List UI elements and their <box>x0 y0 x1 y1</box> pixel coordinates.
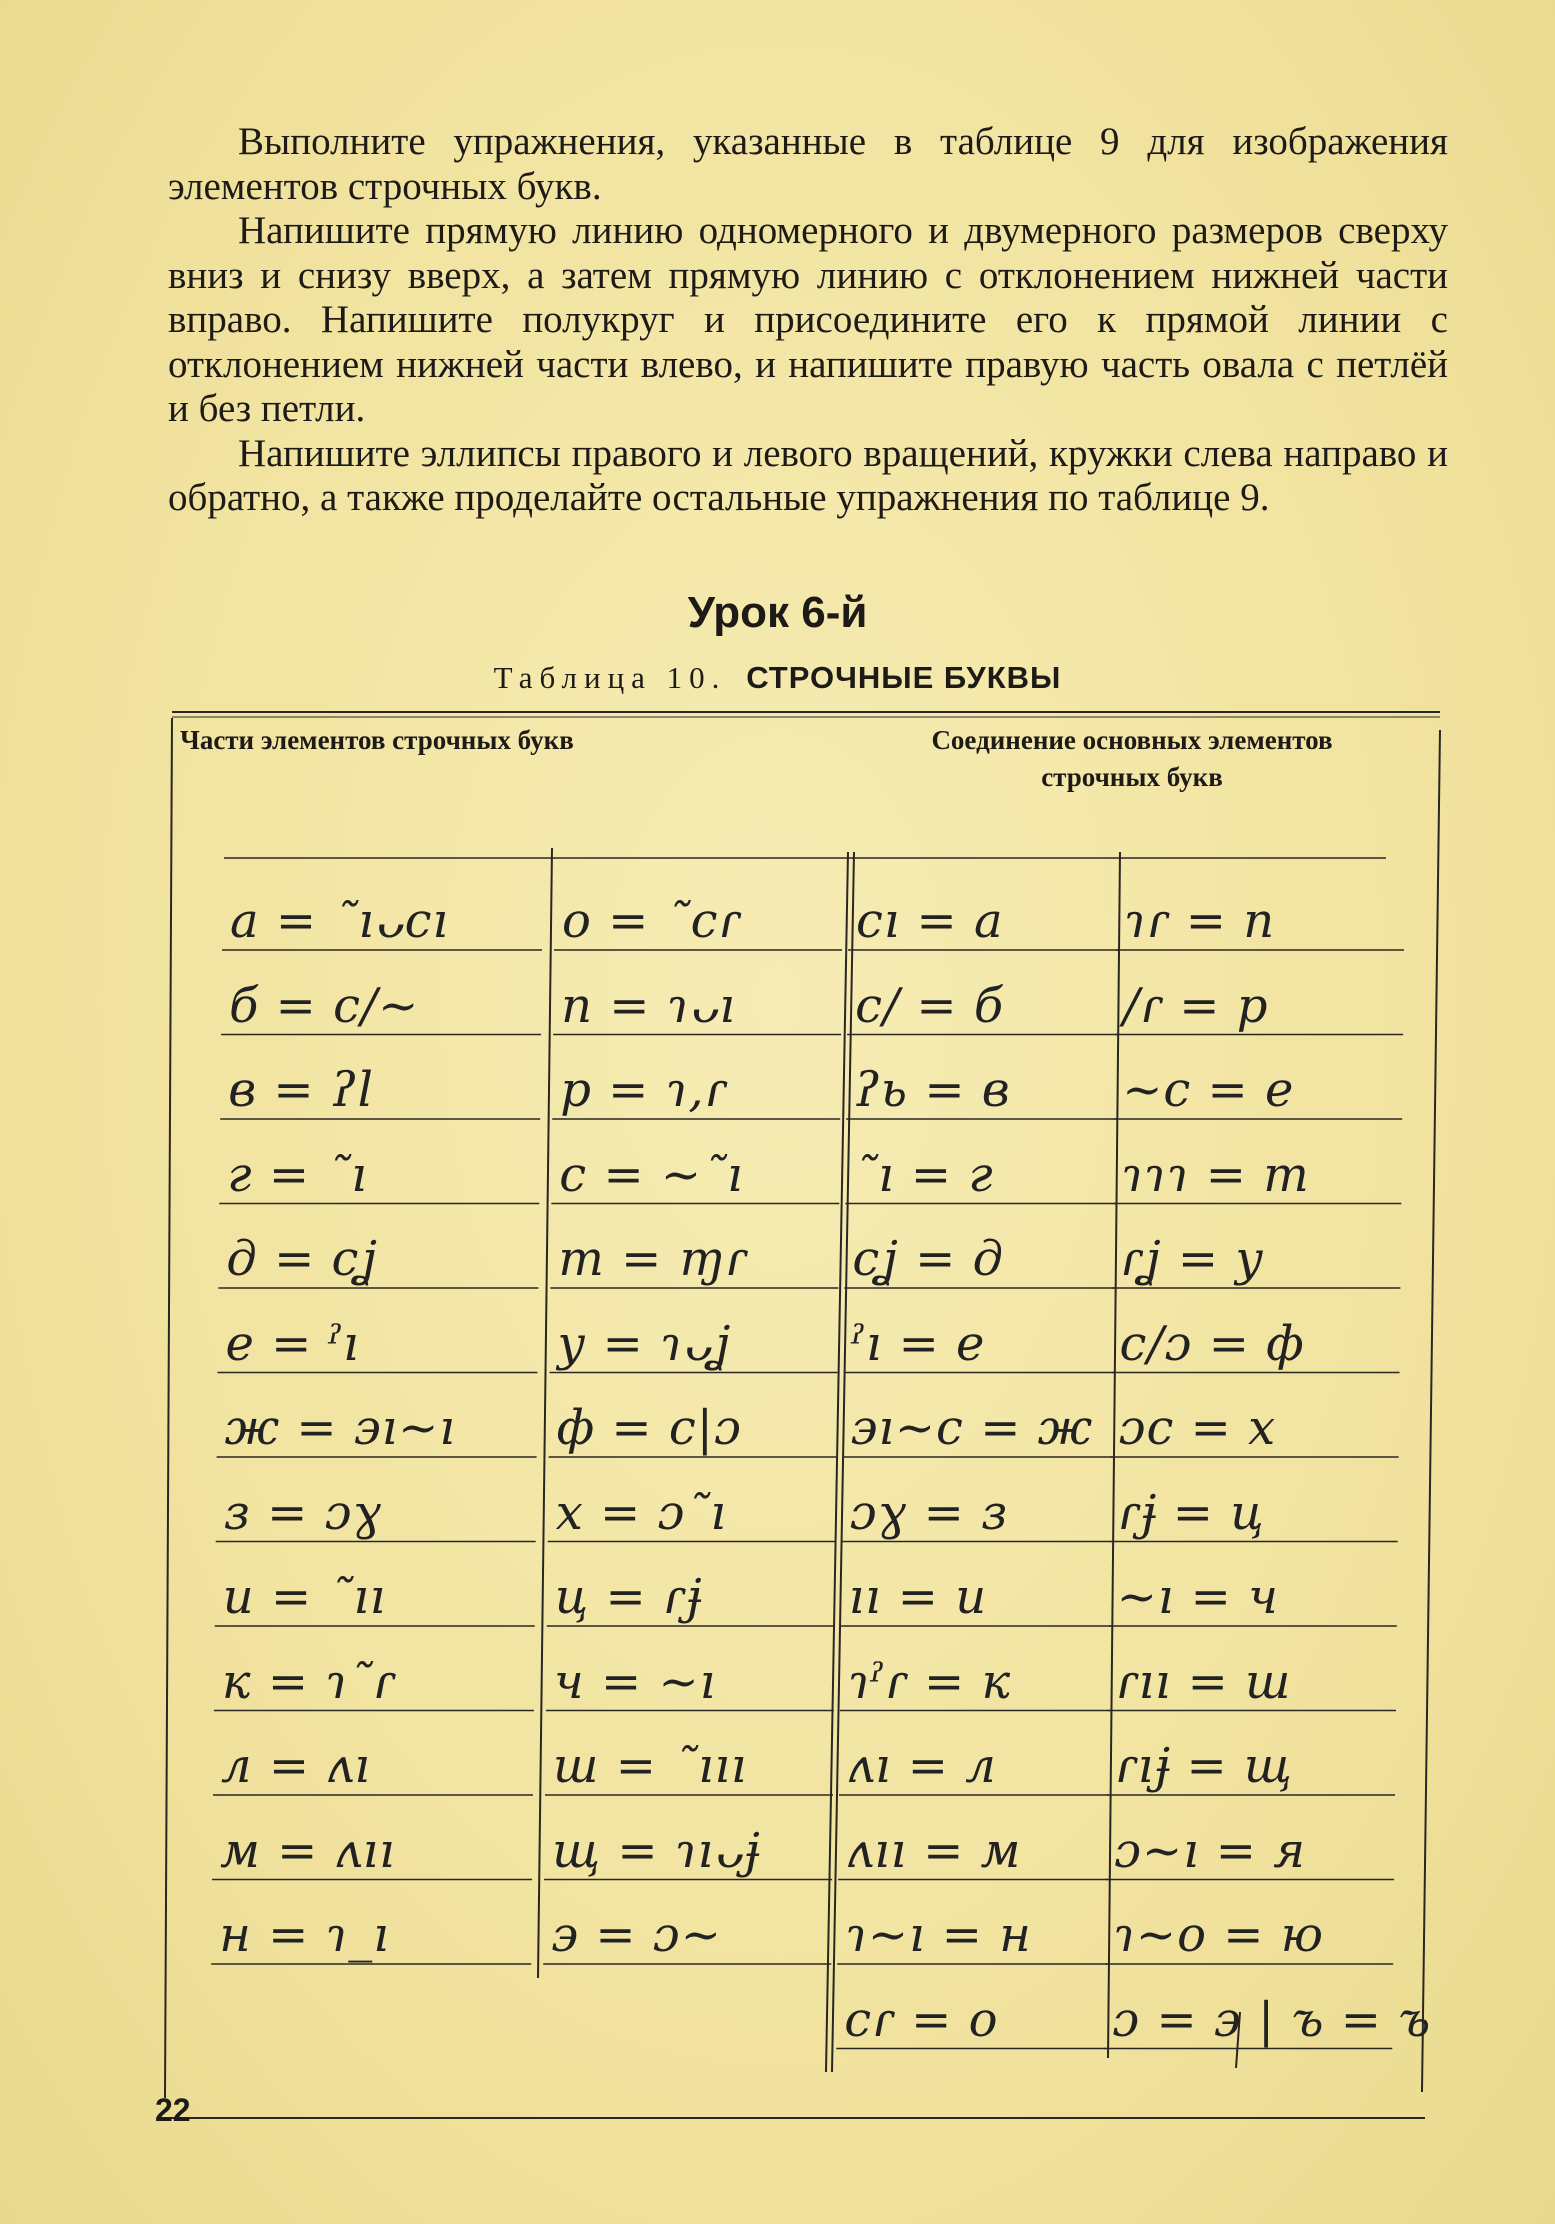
table-cell: т = ɱɾ <box>558 1231 748 1287</box>
table-cell: ɾıɉ = щ <box>1115 1738 1293 1794</box>
header-right <box>832 722 1432 796</box>
table-cell: ʌıı = м <box>846 1822 1022 1879</box>
table-cell: с/ɔ = ф <box>1119 1315 1305 1372</box>
header-right-line-1: Соединение основных элементов <box>931 725 1333 755</box>
table-cell: п = ɿᴗı <box>561 977 736 1034</box>
table-cell: эı~с = ж <box>850 1400 1094 1456</box>
table-cell: н = ɿ_ı <box>219 1907 390 1963</box>
table-cell: с/ = б <box>855 977 1005 1034</box>
table-cell: ɿ~ı = н <box>845 1907 1032 1963</box>
table-cell: ɿ~о = ю <box>1113 1907 1325 1963</box>
table-cell: г = ˜ı <box>227 1146 368 1203</box>
table-cell: ч = ~ı <box>553 1653 717 1710</box>
table-cell: у = ɿᴗʝ <box>557 1315 732 1372</box>
table-cell: а = ˜ıᴗсı <box>230 893 449 949</box>
table-cell: ɔɣ = з <box>849 1484 1009 1541</box>
table-cell: ɔ~ı = я <box>1114 1822 1307 1879</box>
table-caption-label: Таблица 10. <box>493 660 727 695</box>
table-cell: л = ʌı <box>221 1738 371 1794</box>
table-cell: о = ˜сɾ <box>562 893 742 949</box>
intro-paragraph-3: Напишите эллипсы правого и левого вращений, кружки слева направо и обратно, а также проделайте остальные упражнения по таблице 9. <box>168 431 1448 519</box>
table-cell: ˜ı = г <box>853 1146 994 1203</box>
table-cell: к = ɿ˜ɾ <box>221 1653 396 1710</box>
table-right-border <box>1422 730 1440 2092</box>
table-cell: з = ɔɣ <box>223 1484 383 1541</box>
header-right-line-2: строчных букв <box>1041 762 1223 792</box>
table-cell: ɿɾ = п <box>1124 893 1276 949</box>
table-cell: д = сʝ <box>226 1231 378 1287</box>
table-cell: ʔь = в <box>854 1062 1011 1118</box>
table-cell: ш = ˜ııı <box>553 1738 748 1794</box>
table-cell: ıı = и <box>848 1569 988 1625</box>
table-left-border <box>165 718 172 2098</box>
table-cell: ɔ = э | ъ = ъ <box>1112 1991 1432 2048</box>
table-cell: ж = эı~ı <box>224 1400 456 1456</box>
table-cell: э = ɔ~ <box>551 1907 722 1963</box>
table-cell: ˀı = е <box>851 1315 986 1372</box>
table-cell: и = ˜ıı <box>222 1569 387 1625</box>
table-cell: в = ʔl <box>228 1062 374 1118</box>
table-cell: м = ʌıı <box>220 1822 396 1879</box>
table-cell: ɔс = х <box>1118 1400 1277 1456</box>
table-cell: е = ˀı <box>225 1315 360 1372</box>
lesson-title: Урок 6-й <box>687 588 868 637</box>
table-cell: сɾ = о <box>844 1991 999 2048</box>
table-cell: ɾɉ = ц <box>1117 1484 1265 1541</box>
table-cell: ɿˀɾ = к <box>847 1653 1012 1710</box>
header-left: Части элементов строчных букв <box>180 725 574 755</box>
table-cell: ʌı = л <box>847 1738 997 1794</box>
table-cell: ц = ɾɉ <box>554 1569 702 1625</box>
intro-paragraph-2: Напишите прямую линию одномерного и двумерного размеров сверху вниз и снизу вверх, а затем прямую линию с отклонением нижней части вправо. Напишите полукруг и присоедините его к прямой линии с отклонением нижней части влево, и напишите правую часть овала с петлёй и без петли. <box>168 209 1448 430</box>
table-cell: б = с/~ <box>229 977 420 1034</box>
table-cell: ɿɿɿ = т <box>1121 1146 1310 1203</box>
table-cell: щ = ɿıᴗɉ <box>552 1822 760 1879</box>
table-cell: с = ~˜ı <box>559 1146 744 1203</box>
table-cell: ф = с|ɔ <box>556 1400 742 1456</box>
table-cell: ɾʝ = у <box>1120 1231 1265 1287</box>
intro-paragraph-1: Выполните упражнения, указанные в таблице 9 для изображения элементов строчных букв. <box>168 120 1448 208</box>
table-cell: р = ɿ,ɾ <box>560 1062 728 1118</box>
table-caption-title: СТРОЧНЫЕ БУКВЫ <box>746 660 1062 695</box>
table-cell: х = ɔ˜ı <box>555 1484 727 1541</box>
table-cell: сı = а <box>856 893 1004 949</box>
table-cell: сʝ = д <box>852 1231 1004 1287</box>
table-cell: ~ı = ч <box>1116 1569 1279 1625</box>
table-cell: ~с = е <box>1122 1062 1295 1118</box>
table-cell: ɾıı = ш <box>1115 1653 1292 1710</box>
page-number: 22 <box>155 2092 191 2128</box>
table-cell: /ɾ = р <box>1123 977 1269 1034</box>
